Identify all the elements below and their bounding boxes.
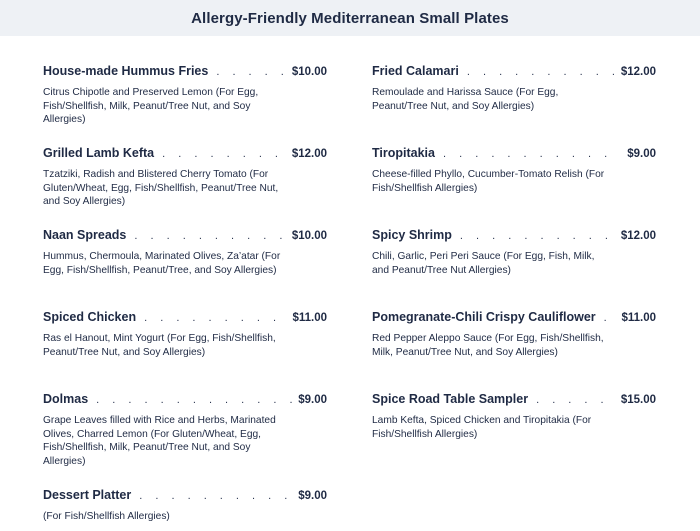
- item-price: $12.00: [620, 230, 656, 242]
- item-description: Lamb Kefta, Spiced Chicken and Tiropitakia (For Fish/Shellfish Allergies): [372, 415, 592, 440]
- item-price: $10.00: [291, 66, 327, 78]
- dot-leader: [134, 230, 285, 242]
- item-price: $9.00: [627, 148, 656, 160]
- dot-leader: [443, 148, 621, 160]
- item-name: Naan Spreads: [43, 228, 127, 242]
- item-name: House-made Hummus Fries: [43, 64, 209, 78]
- item-description: Red Pepper Aleppo Sauce (For Egg, Fish/Shellfish, Milk, Peanut/Tree Nut, and Soy Allergies): [372, 333, 604, 358]
- item-description: Citrus Chipotle and Preserved Lemon (For Egg, Fish/Shellfish, Milk, Peanut/Tree Nut, and Soy Allergies): [43, 87, 259, 125]
- menu-item-crispy-cauliflower: [372, 310, 656, 359]
- menu-item-hummus-fries: [43, 64, 327, 127]
- item-name: Spice Road Table Sampler: [372, 392, 529, 406]
- dot-leader: [460, 230, 615, 242]
- item-description: Grape Leaves filled with Rice and Herbs, Marinated Olives, Charred Lemon (For Gluten/Wheat, Egg, Fish/Shellfish, Milk, Peanut/Tree Nut, and Soy Allergies): [43, 415, 276, 467]
- item-name: Fried Calamari: [372, 64, 459, 78]
- menu-header: [0, 0, 700, 36]
- dot-leader: [216, 66, 285, 78]
- item-description: Chili, Garlic, Peri Peri Sauce (For Egg, Fish, Milk, and Peanut/Tree Nut Allergies): [372, 251, 595, 276]
- item-description: (For Fish/Shellfish Allergies): [43, 511, 170, 522]
- dot-leader: [467, 66, 615, 78]
- dot-leader: [536, 394, 615, 406]
- item-price: $10.00: [291, 230, 327, 242]
- item-name: Spicy Shrimp: [372, 228, 452, 242]
- item-name: Grilled Lamb Kefta: [43, 146, 155, 160]
- dot-leader: [604, 312, 616, 324]
- menu-item-dolmas: [43, 392, 327, 468]
- dot-leader: [139, 490, 292, 502]
- item-price: $9.00: [298, 490, 327, 502]
- item-description: Cheese-filled Phyllo, Cucumber-Tomato Relish (For Fish/Shellfish Allergies): [372, 169, 605, 194]
- menu-item-lamb-kefta: [43, 146, 327, 209]
- menu-item-fried-calamari: [372, 64, 656, 113]
- item-price: $15.00: [620, 394, 656, 406]
- dot-leader: [144, 312, 286, 324]
- dot-leader: [162, 148, 286, 160]
- item-description: Tzatziki, Radish and Blistered Cherry Tomato (For Gluten/Wheat, Egg, Fish/Shellfish, Peanut/Tree Nut, and Soy Allergies): [43, 169, 279, 207]
- menu-item-tiropitakia: [372, 146, 656, 195]
- item-description: Ras el Hanout, Mint Yogurt (For Egg, Fish/Shellfish, Peanut/Tree Nut, and Soy Allergies): [43, 333, 276, 358]
- item-price: $11.00: [292, 312, 327, 324]
- menu-item-naan-spreads: [43, 228, 327, 277]
- item-price: $12.00: [291, 148, 327, 160]
- item-name: Dolmas: [43, 392, 89, 406]
- menu-item-spiced-chicken: [43, 310, 327, 359]
- item-price: $12.00: [620, 66, 656, 78]
- menu-item-spicy-shrimp: [372, 228, 656, 277]
- item-name: Dessert Platter: [43, 488, 132, 502]
- dot-leader: [96, 394, 292, 406]
- page-title: Allergy-Friendly Mediterranean Small Plates: [191, 9, 509, 27]
- item-name: Tiropitakia: [372, 146, 435, 160]
- item-description: Hummus, Chermoula, Marinated Olives, Za’atar (For Egg, Fish/Shellfish, Peanut/Tree, and Soy Allergies): [43, 251, 281, 276]
- item-price: $11.00: [621, 312, 656, 324]
- item-price: $9.00: [298, 394, 327, 406]
- item-name: Pomegranate-Chili Crispy Cauliflower: [372, 310, 596, 324]
- item-description: Remoulade and Harissa Sauce (For Egg, Peanut/Tree Nut, and Soy Allergies): [372, 87, 559, 112]
- menu-item-table-sampler: [372, 392, 656, 441]
- menu-item-dessert-platter: [43, 488, 327, 524]
- item-name: Spiced Chicken: [43, 310, 137, 324]
